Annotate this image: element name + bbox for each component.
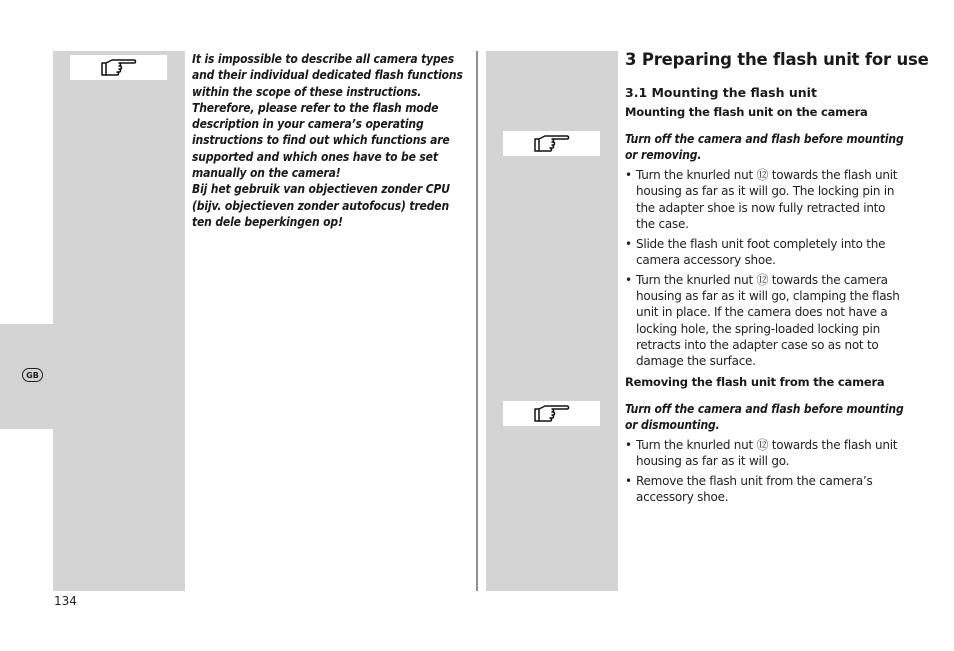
section-title: 3 Preparing the flash unit for use — [625, 50, 929, 69]
list-item: • Turn the knurled nut ⑫ towards the flash unit housing as far as it will go. The locking pin in the adapter shoe is now fully retracted into the case. — [625, 167, 905, 232]
pointing-hand-icon — [533, 134, 571, 154]
removing-steps — [625, 437, 905, 509]
pointing-hand-icon — [100, 58, 138, 78]
note-icon-box-3 — [503, 401, 600, 426]
mounting-steps — [625, 167, 905, 373]
note-icon-box-2 — [503, 131, 600, 156]
left-note-panel — [53, 51, 185, 591]
list-item: • Turn the knurled nut ⑫ towards the flash unit housing as far as it will go. — [625, 437, 905, 470]
pointing-hand-icon — [533, 404, 571, 424]
mounting-warning: Turn off the camera and flash before mounting or removing. — [625, 132, 904, 163]
list-item: • Remove the flash unit from the camera’s accessory shoe. — [625, 473, 905, 506]
removing-warning: Turn off the camera and flash before mounting or dismounting. — [625, 402, 904, 433]
language-badge: GB — [22, 368, 43, 382]
note-icon-box-1 — [70, 55, 167, 80]
note-paragraph-2: Bij het gebruik van objectieven zonder CPU (bijv. objectieven zonder autofocus) treden ten dele beperkingen op! — [192, 182, 450, 229]
note-paragraph-1: It is impossible to describe all camera types and their individual dedicated flash functions within the scope of these instructions. Therefore, please refer to the flash mode description in your camera’s operating instructions to find out which functions are supported and which ones have to be set manually on the camera! — [192, 52, 463, 181]
page-divider — [476, 51, 478, 591]
list-item: • Turn the knurled nut ⑫ towards the camera housing as far as it will go, clamping the flash unit in place. If the camera does not have a locking hole, the spring-loaded locking pin retracts into the adapter case so as not to damage the surface. — [625, 272, 905, 370]
page-number: 134 — [54, 594, 77, 608]
camera-functions-note — [192, 51, 468, 230]
subsection-title: 3.1 Mounting the flash unit — [625, 85, 817, 100]
removing-heading: Removing the flash unit from the camera — [625, 375, 885, 389]
list-item: • Slide the flash unit foot completely into the camera accessory shoe. — [625, 236, 905, 269]
mounting-heading: Mounting the flash unit on the camera — [625, 105, 868, 119]
